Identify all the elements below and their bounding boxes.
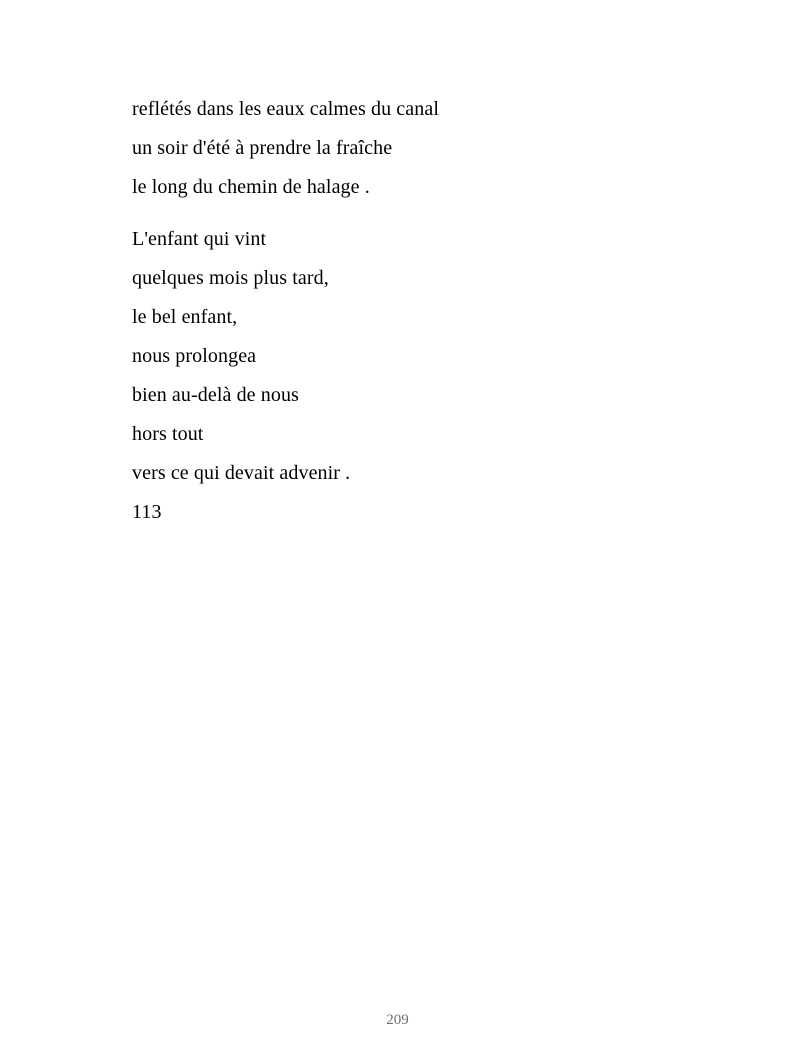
poem-line: quelques mois plus tard, — [132, 267, 329, 289]
poem-line: le bel enfant, — [132, 306, 238, 328]
poem-line: L'enfant qui vint — [132, 228, 267, 250]
poem-text — [132, 90, 439, 532]
page-footer — [0, 1010, 795, 1030]
poem-line: reflétés dans les eaux calmes du canal — [132, 98, 439, 120]
poem-line: hors tout — [132, 423, 204, 445]
poem-line: un soir d'été à prendre la fraîche — [132, 137, 393, 159]
poem-stanza-1 — [132, 90, 439, 207]
poem-line: vers ce qui devait advenir . — [132, 462, 351, 484]
poem-line: nous prolongea — [132, 345, 257, 367]
poem-number-line: 113 — [132, 501, 162, 523]
poem-line: bien au-delà de nous — [132, 384, 299, 406]
page-number: 209 — [386, 1012, 409, 1028]
poem-line: le long du chemin de halage . — [132, 176, 370, 198]
poem-stanza-2 — [132, 220, 439, 532]
